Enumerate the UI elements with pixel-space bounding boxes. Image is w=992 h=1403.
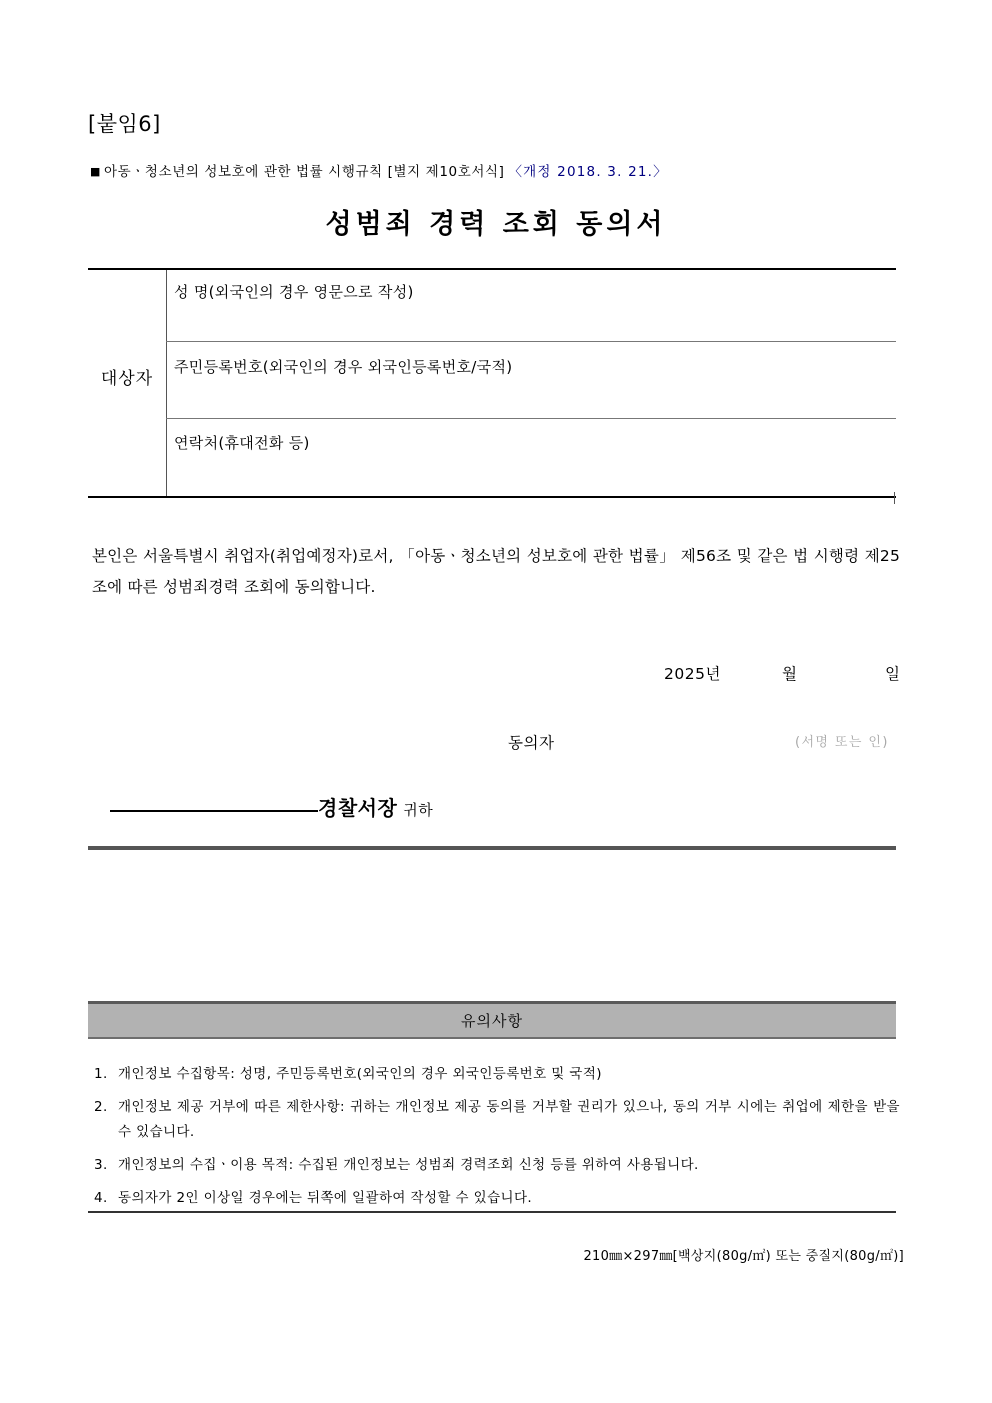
notice-list: [94, 1062, 900, 1219]
page-title: 성범죄 경력 조회 동의서: [325, 209, 667, 240]
table-row-divider-1: [166, 341, 896, 342]
notice-item: [94, 1153, 900, 1178]
signer-label: 동의자: [508, 734, 555, 752]
notice-item: [94, 1095, 900, 1145]
notice-item-text: 개인정보 수집항목: 성명, 주민등록번호(외국인의 경우 외국인등록번호 및 국적): [118, 1066, 602, 1082]
notice-section-header: 유의사항: [88, 1001, 896, 1039]
notice-item-text: 동의자가 2인 이상일 경우에는 뒤쪽에 일괄하여 작성할 수 있습니다.: [118, 1190, 533, 1206]
attachment-label: [붙임6]: [88, 112, 161, 136]
notice-item: [94, 1186, 900, 1211]
field-label-contact: 연락처(휴대전화 등): [174, 434, 310, 452]
notice-item-number: 3.: [94, 1157, 108, 1173]
table-top-border: [88, 268, 896, 270]
notice-item-number: 2.: [94, 1099, 108, 1115]
date-day: 일: [885, 665, 901, 683]
police-station-label: 경찰서장: [318, 796, 398, 820]
notice-item-text: 개인정보의 수집ㆍ이용 목적: 수집된 개인정보는 성범죄 경력조회 신청 등를 위하여 사용됩니다.: [118, 1157, 699, 1173]
table-bottom-border: [88, 496, 896, 498]
signature-note: (서명 또는 인): [795, 735, 889, 750]
paper-specification: 210㎜×297㎜[백상지(80g/㎡) 또는 중질지(80g/㎡)]: [583, 1249, 904, 1264]
table-row-divider-2: [166, 418, 896, 419]
table-bottom-right-stub: [894, 492, 895, 504]
square-bullet-icon: ■: [90, 165, 101, 178]
section-divider-thick: [88, 846, 896, 850]
date-month: 월: [782, 665, 798, 683]
police-station-blank-field[interactable]: [110, 810, 318, 812]
table-vertical-divider: [166, 270, 167, 498]
honorific-label: 귀하: [403, 801, 434, 819]
field-label-resident-number: 주민등록번호(외국인의 경우 외국인등록번호/국적): [174, 358, 513, 376]
date-year: 2025년: [664, 665, 721, 683]
field-label-name: 성 명(외국인의 경우 영문으로 작성): [174, 283, 414, 301]
table-row-header-subject: 대상자: [100, 369, 154, 389]
revision-note: 〈개정 2018. 3. 21.〉: [508, 164, 668, 180]
consent-statement: 본인은 서울특별시 취업자(취업예정자)로서, 「아동ㆍ청소년의 성보호에 관한 법률」 제56조 및 같은 법 시행령 제25조에 따른 성범죄경력 조회에 동의합니다.: [92, 547, 900, 596]
form-reference-text: 아동ㆍ청소년의 성보호에 관한 법률 시행규칙 [별지 제10호서식]: [104, 164, 505, 180]
notice-item-text: 개인정보 제공 거부에 따른 제한사항: 귀하는 개인정보 제공 동의를 거부할 권리가 있으나, 동의 거부 시에는 취업에 제한을 받을 수 있습니다.: [118, 1099, 900, 1140]
notice-item: [94, 1062, 900, 1087]
police-station-line: [110, 792, 433, 821]
form-reference-line: [90, 160, 668, 180]
section-divider-thin: [88, 1211, 896, 1213]
notice-item-number: 1.: [94, 1066, 108, 1082]
notice-item-number: 4.: [94, 1190, 108, 1206]
